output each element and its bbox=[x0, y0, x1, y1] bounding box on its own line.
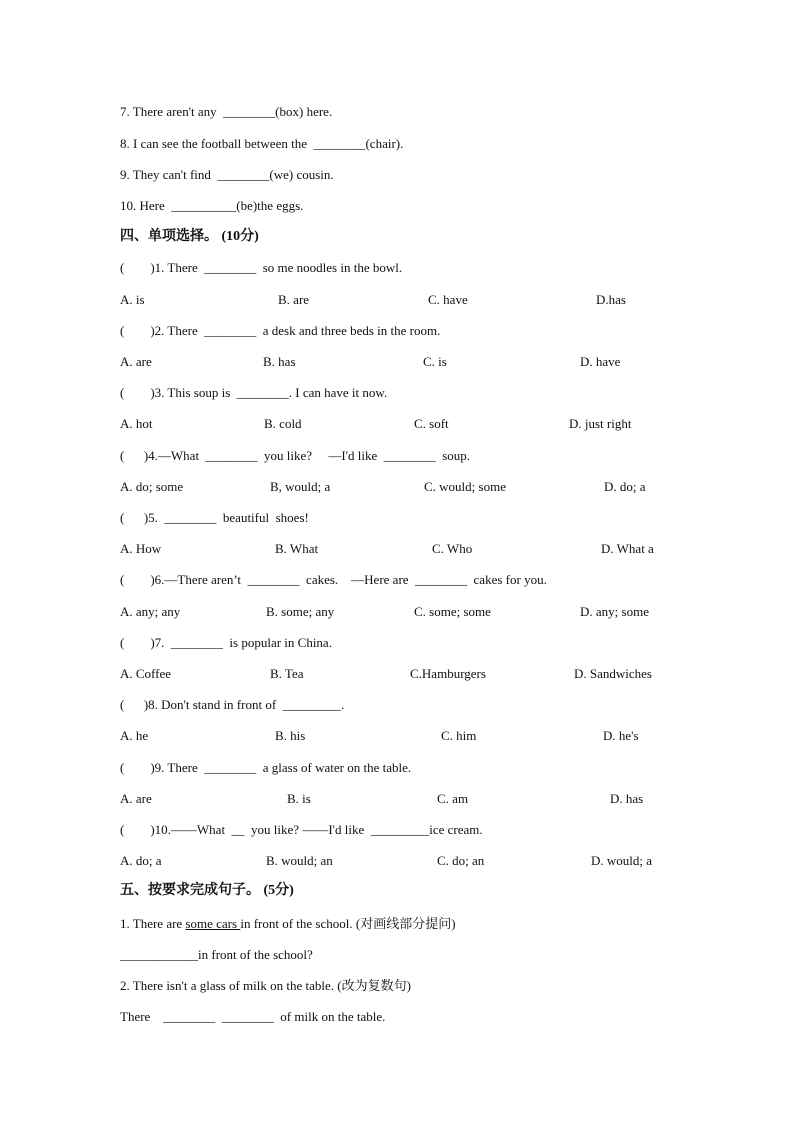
transform-answer-1: ____________in front of the school? bbox=[120, 947, 313, 962]
mc-option-1b: B. are bbox=[278, 292, 310, 307]
mc-option-3b: B. cold bbox=[264, 416, 302, 431]
mc-option-8a: A. he bbox=[120, 728, 149, 743]
mc-option-4a: A. do; some bbox=[120, 479, 184, 494]
mc-option-5a: A. How bbox=[120, 541, 162, 556]
mc-option-1a: A. is bbox=[120, 292, 145, 307]
mc-option-2b: B. has bbox=[263, 354, 296, 369]
mc-option-4c: C. would; some bbox=[424, 479, 506, 494]
mc-option-2d: D. have bbox=[580, 354, 621, 369]
mc-option-6a: A. any; any bbox=[120, 604, 181, 619]
mc-question-7: ( )7. ________ is popular in China. bbox=[120, 635, 332, 650]
mc-option-8b: B. his bbox=[275, 728, 306, 743]
mc-question-5: ( )5. ________ beautiful shoes! bbox=[120, 510, 309, 525]
mc-option-9d: D. has bbox=[610, 791, 644, 806]
mc-option-3d: D. just right bbox=[569, 416, 632, 431]
mc-option-4d: D. do; a bbox=[604, 479, 646, 494]
mc-option-2c: C. is bbox=[423, 354, 447, 369]
mc-option-7d: D. Sandwiches bbox=[574, 666, 652, 681]
section-heading-multiple-choice: 四、单项选择。 (10分) bbox=[120, 229, 259, 244]
mc-option-6d: D. any; some bbox=[580, 604, 649, 619]
mc-option-6c: C. some; some bbox=[414, 604, 491, 619]
fill-in-item-7: 7. There aren't any ________(box) here. bbox=[120, 104, 333, 119]
mc-option-10c: C. do; an bbox=[437, 853, 485, 868]
mc-option-10a: A. do; a bbox=[120, 853, 162, 868]
mc-question-9: ( )9. There ________ a glass of water on the table. bbox=[120, 760, 412, 775]
transform-answer-2: There ________ ________ of milk on the table. bbox=[120, 1009, 386, 1024]
mc-option-1c: C. have bbox=[428, 292, 468, 307]
mc-option-7c: C.Hamburgers bbox=[410, 666, 486, 681]
mc-option-9b: B. is bbox=[287, 791, 311, 806]
mc-question-3: ( )3. This soup is ________. I can have it now. bbox=[120, 385, 388, 400]
fill-in-item-8: 8. I can see the football between the ________(chair). bbox=[120, 136, 404, 151]
mc-question-10: ( )10.——What __ you like? ——I'd like _________ice cream. bbox=[120, 822, 483, 837]
mc-question-4: ( )4.—What ________ you like? —I'd like ________ soup. bbox=[120, 448, 471, 463]
transform-question-1 bbox=[120, 916, 456, 932]
mc-option-5d: D. What a bbox=[601, 541, 654, 556]
mc-question-1: ( )1. There ________ so me noodles in the bowl. bbox=[120, 260, 403, 275]
mc-option-9a: A. are bbox=[120, 791, 152, 806]
fill-in-item-10: 10. Here __________(be)the eggs. bbox=[120, 198, 304, 213]
transform-question-1-prefix: 1. There are bbox=[120, 916, 186, 931]
transform-question-2: 2. There isn't a glass of milk on the table. (改为复数句) bbox=[120, 978, 411, 993]
mc-option-2a: A. are bbox=[120, 354, 152, 369]
mc-option-4b: B, would; a bbox=[270, 479, 331, 494]
mc-option-3c: C. soft bbox=[414, 416, 449, 431]
mc-question-2: ( )2. There ________ a desk and three beds in the room. bbox=[120, 323, 441, 338]
underlined-phrase: some cars bbox=[185, 916, 241, 931]
mc-option-6b: B. some; any bbox=[266, 604, 335, 619]
mc-option-10d: D. would; a bbox=[591, 853, 653, 868]
mc-question-8: ( )8. Don't stand in front of _________. bbox=[120, 697, 345, 712]
transform-question-1-suffix: in front of the school. (对画线部分提问) bbox=[240, 916, 456, 931]
mc-option-8c: C. him bbox=[441, 728, 477, 743]
mc-option-8d: D. he's bbox=[603, 728, 639, 743]
mc-option-7b: B. Tea bbox=[270, 666, 304, 681]
section-heading-sentence-transform: 五、按要求完成句子。 (5分) bbox=[120, 883, 294, 898]
mc-option-7a: A. Coffee bbox=[120, 666, 172, 681]
mc-question-6: ( )6.—There aren’t ________ cakes. —Here are ________ cakes for you. bbox=[120, 572, 547, 587]
mc-option-5b: B. What bbox=[275, 541, 319, 556]
mc-option-10b: B. would; an bbox=[266, 853, 333, 868]
mc-option-9c: C. am bbox=[437, 791, 469, 806]
mc-option-1d: D.has bbox=[596, 292, 626, 307]
fill-in-item-9: 9. They can't find ________(we) cousin. bbox=[120, 167, 334, 182]
mc-option-3a: A. hot bbox=[120, 416, 153, 431]
mc-option-5c: C. Who bbox=[432, 541, 473, 556]
